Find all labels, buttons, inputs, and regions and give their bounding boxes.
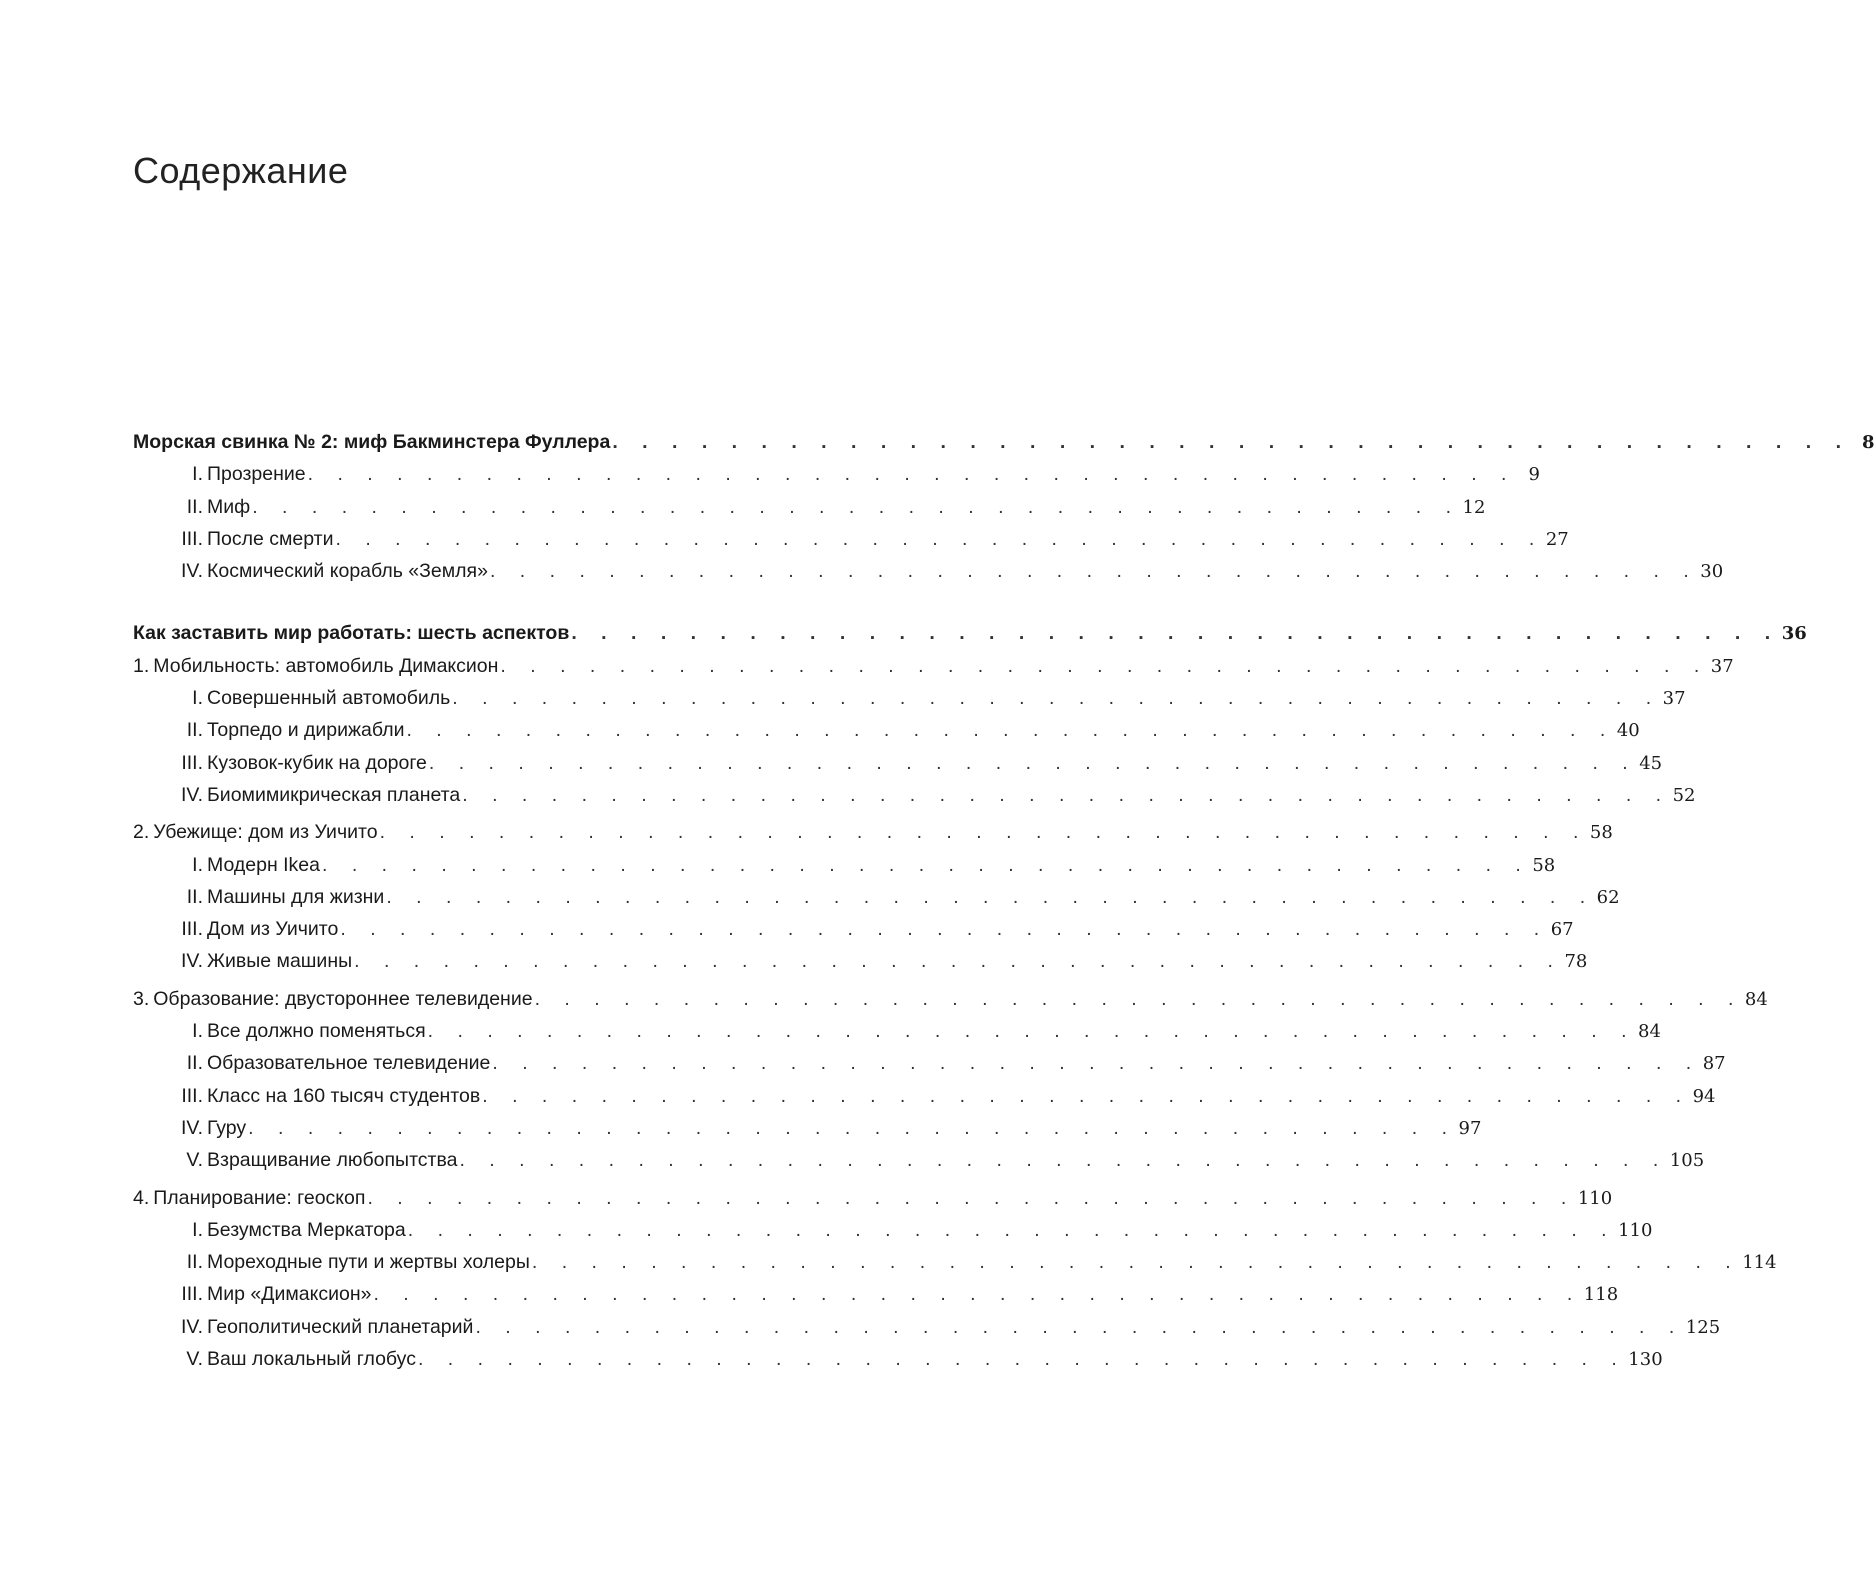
dot-leader: . . . . . . . . . . . . . . . . . . . . . . . . . . . . . . . . . . . . . . . . . bbox=[407, 1218, 1617, 1241]
toc-entry-title: Убежище: дом из Уичито bbox=[153, 821, 378, 844]
toc-entry-title: Живые машины bbox=[207, 950, 353, 973]
toc-entry-page: 84 bbox=[1744, 988, 1768, 1010]
toc-entry-page: 27 bbox=[1545, 528, 1569, 550]
toc-entry-title: Планирование: геоскоп bbox=[153, 1186, 366, 1209]
dot-leader: . . . . . . . . . . . . . . . . . . . . . . . . . . . . . . . . . . . . . . . . . bbox=[248, 1116, 1457, 1139]
toc-entry-page: 8 bbox=[1861, 432, 1874, 453]
dot-leader: . . . . . . . . . . . . . . . . . . . . . . . . . . . . . . . . . . . . . . . . . bbox=[340, 918, 1549, 941]
toc-section-entry[interactable] bbox=[133, 1311, 1721, 1343]
dot-leader: . . . . . . . . . . . . . . . . . . . . . . . . . . . . . . . . . . . . . . . . . bbox=[367, 1186, 1576, 1209]
toc-section-entry[interactable] bbox=[133, 849, 1556, 881]
toc-entry-title: Мир «Димаксион» bbox=[207, 1283, 372, 1306]
toc-part-entry[interactable] bbox=[133, 617, 1807, 649]
toc-entry-title: Взращивание любопытства bbox=[207, 1149, 458, 1172]
toc-entry-page: 97 bbox=[1458, 1117, 1482, 1139]
table-of-contents bbox=[133, 426, 1874, 1375]
toc-entry-number: IV. bbox=[180, 560, 203, 583]
toc-entry-number: I. bbox=[192, 463, 203, 486]
dot-leader: . . . . . . . . . . . . . . . . . . . . . . . . . . . . . . . . . . . . . . . . . bbox=[252, 495, 1461, 518]
dot-leader: . . . . . . . . . . . . . . . . . . . . . . . . . . . . . . . . . . . . . . . . . bbox=[531, 1251, 1741, 1274]
toc-section-entry[interactable] bbox=[133, 555, 1724, 587]
toc-section-entry[interactable] bbox=[133, 491, 1486, 523]
toc-entry-title: Гуру bbox=[207, 1116, 247, 1139]
toc-entry-number: IV. bbox=[180, 1315, 203, 1338]
toc-entry-page: 114 bbox=[1742, 1252, 1777, 1274]
toc-entry-title: Все должно поменяться bbox=[207, 1020, 426, 1043]
toc-chapter-entry[interactable] bbox=[133, 816, 1613, 848]
page-title: Содержание bbox=[133, 150, 349, 191]
toc-entry-page: 84 bbox=[1638, 1021, 1661, 1043]
toc-entry-number: V. bbox=[186, 1149, 203, 1172]
dot-leader: . . . . . . . . . . . . . . . . . . . . . . . . . . . . . . . . . . . . . . . . . bbox=[475, 1315, 1684, 1338]
toc-entry-number: III. bbox=[181, 1084, 203, 1107]
toc-section-entry[interactable] bbox=[133, 1343, 1663, 1375]
toc-entry-title: Совершенный автомобиль bbox=[207, 687, 451, 710]
toc-section-entry[interactable] bbox=[133, 682, 1686, 714]
toc-entry-number: III. bbox=[181, 527, 203, 550]
toc-entry-title: Класс на 160 тысяч студентов bbox=[207, 1084, 481, 1107]
dot-leader: . . . . . . . . . . . . . . . . . . . . . . . . . . . . . . . . . . . . . . . . . bbox=[406, 719, 1615, 742]
toc-entry-title: Морская свинка № 2: миф Бакминстера Фуллера bbox=[133, 431, 611, 453]
toc-section-entry[interactable] bbox=[133, 779, 1696, 811]
dot-leader: . . . . . . . . . . . . . . . . . . . . . . . . . . . . . . . . . . . . . . . . . bbox=[428, 751, 1638, 774]
dot-leader: . . . . . . . . . . . . . . . . . . . . . . . . . . . . . . . . . . . . . . . . . bbox=[373, 1283, 1582, 1306]
toc-chapter-entry[interactable] bbox=[133, 650, 1734, 682]
toc-entry-title: Биомимикрическая планета bbox=[207, 783, 461, 806]
toc-entry-title: После смерти bbox=[207, 527, 334, 550]
toc-section-entry[interactable] bbox=[133, 945, 1588, 977]
dot-leader: . . . . . . . . . . . . . . . . . . . . . . . . . . . . . . . . . . . . . . . . . bbox=[459, 1149, 1668, 1172]
toc-entry-number: II. bbox=[186, 495, 203, 518]
toc-entry-title: Образование: двустороннее телевидение bbox=[153, 987, 533, 1010]
toc-entry-number: IV. bbox=[180, 1116, 203, 1139]
dot-leader: . . . . . . . . . . . . . . . . . . . . . . . . . . . . . . . . . . . . . . . . . bbox=[335, 527, 1544, 550]
toc-entry-title: Мореходные пути и жертвы холеры bbox=[207, 1251, 530, 1274]
toc-entry-page: 30 bbox=[1700, 561, 1724, 583]
dot-leader: . . . . . . . . . . . . . . . . . . . . . . . . . . . . . . . . . . . . . . . . . bbox=[492, 1052, 1701, 1075]
toc-entry-number: 3. bbox=[133, 987, 150, 1010]
toc-entry-page: 67 bbox=[1550, 919, 1574, 941]
toc-entry-number: I. bbox=[192, 1218, 203, 1241]
toc-entry-number: III. bbox=[181, 1283, 203, 1306]
toc-part-entry[interactable] bbox=[133, 426, 1874, 458]
toc-section-entry[interactable] bbox=[133, 1144, 1705, 1176]
toc-entry-number: 4. bbox=[133, 1186, 150, 1209]
toc-chapter-entry[interactable] bbox=[133, 1182, 1613, 1214]
toc-entry-page: 58 bbox=[1532, 854, 1556, 876]
dot-leader: . . . . . . . . . . . . . . . . . . . . . . . . . . . . . . . . . . . . . . . . . bbox=[571, 622, 1780, 645]
toc-entry-title: Кузовок-кубик на дороге bbox=[207, 751, 427, 774]
toc-chapter-entry[interactable] bbox=[133, 983, 1768, 1015]
toc-entry-number: II. bbox=[186, 1251, 203, 1274]
toc-entry-title: Дом из Уичито bbox=[207, 918, 339, 941]
toc-entry-title: Геополитический планетарий bbox=[207, 1315, 474, 1338]
toc-section-entry[interactable] bbox=[133, 881, 1620, 913]
toc-entry-title: Мобильность: автомобиль Димаксион bbox=[153, 654, 499, 677]
toc-section-entry[interactable] bbox=[133, 1047, 1726, 1079]
toc-entry-number: 2. bbox=[133, 821, 150, 844]
toc-entry-number: IV. bbox=[180, 950, 203, 973]
toc-section-entry[interactable] bbox=[133, 1080, 1716, 1112]
toc-entry-page: 125 bbox=[1685, 1316, 1721, 1338]
toc-entry-page: 110 bbox=[1577, 1187, 1613, 1209]
toc-entry-number: I. bbox=[192, 1020, 203, 1043]
toc-entry-number: IV. bbox=[180, 783, 203, 806]
toc-section-entry[interactable] bbox=[133, 1246, 1777, 1278]
dot-leader: . . . . . . . . . . . . . . . . . . . . . . . . . . . . . . . . . . . . . . . . . bbox=[489, 560, 1699, 583]
dot-leader: . . . . . . . . . . . . . . . . . . . . . . . . . . . . . . . . . . . . . . . . . bbox=[307, 463, 1516, 486]
toc-entry-page: 12 bbox=[1462, 496, 1486, 518]
dot-leader: . . . . . . . . . . . . . . . . . . . . . . . . . . . . . . . . . . . . . . . . . bbox=[386, 885, 1595, 908]
toc-entry-title: Космический корабль «Земля» bbox=[207, 560, 488, 583]
toc-entry-page: 87 bbox=[1702, 1053, 1726, 1075]
toc-entry-page: 58 bbox=[1589, 822, 1613, 844]
toc-entry-title: Ваш локальный глобус bbox=[207, 1348, 416, 1371]
toc-entry-page: 110 bbox=[1618, 1219, 1653, 1241]
toc-entry-number: III. bbox=[181, 751, 203, 774]
toc-section-entry[interactable] bbox=[133, 714, 1640, 746]
toc-section-entry[interactable] bbox=[133, 913, 1574, 945]
toc-entry-page: 78 bbox=[1564, 951, 1588, 973]
toc-entry-page: 37 bbox=[1710, 655, 1734, 677]
toc-section-entry[interactable] bbox=[133, 1112, 1482, 1144]
toc-entry-page: 40 bbox=[1616, 720, 1640, 742]
toc-entry-number: 1. bbox=[133, 654, 150, 677]
dot-leader: . . . . . . . . . . . . . . . . . . . . . . . . . . . . . . . . . . . . . . . . . bbox=[379, 821, 1588, 844]
toc-entry-title: Миф bbox=[207, 495, 251, 518]
dot-leader: . . . . . . . . . . . . . . . . . . . . . . . . . . . . . . . . . . . . . . . . . bbox=[427, 1020, 1636, 1043]
toc-entry-page: 105 bbox=[1669, 1150, 1705, 1172]
toc-entry-page: 37 bbox=[1662, 688, 1686, 710]
toc-entry-page: 52 bbox=[1672, 784, 1696, 806]
toc-entry-title: Прозрение bbox=[207, 463, 306, 486]
toc-entry-page: 45 bbox=[1639, 752, 1663, 774]
dot-leader: . . . . . . . . . . . . . . . . . . . . . . . . . . . . . . . . . . . . . . . . . . bbox=[612, 431, 1851, 453]
toc-entry-title: Безумства Меркатора bbox=[207, 1218, 406, 1241]
toc-entry-page: 118 bbox=[1583, 1284, 1619, 1306]
toc-entry-number: I. bbox=[192, 853, 203, 876]
toc-entry-page: 36 bbox=[1781, 623, 1807, 645]
toc-entry-number: III. bbox=[181, 918, 203, 941]
toc-entry-number: II. bbox=[186, 885, 203, 908]
toc-section-entry[interactable] bbox=[133, 1214, 1653, 1246]
toc-section-entry[interactable] bbox=[133, 747, 1663, 779]
toc-entry-title: Машины для жизни bbox=[207, 885, 385, 908]
dot-leader: . . . . . . . . . . . . . . . . . . . . . . . . . . . . . . . . . . . . . . . . . bbox=[482, 1084, 1691, 1107]
toc-entry-number: V. bbox=[186, 1348, 203, 1371]
toc-entry-number: I. bbox=[192, 687, 203, 710]
toc-entry-page: 62 bbox=[1596, 886, 1620, 908]
toc-entry-page: 9 bbox=[1528, 464, 1540, 486]
toc-entry-page: 94 bbox=[1692, 1085, 1716, 1107]
dot-leader: . . . . . . . . . . . . . . . . . . . . . . . . . . . . . . . . . . . . . . . . . bbox=[417, 1348, 1627, 1371]
dot-leader: . . . . . . . . . . . . . . . . . . . . . . . . . . . . . . . . . . . . . . . . . bbox=[452, 687, 1661, 710]
toc-entry-title: Модерн Ikea bbox=[207, 853, 320, 876]
dot-leader: . . . . . . . . . . . . . . . . . . . . . . . . . . . . . . . . . . . . . . . . . bbox=[462, 783, 1671, 806]
dot-leader: . . . . . . . . . . . . . . . . . . . . . . . . . . . . . . . . . . . . . . . . . bbox=[354, 950, 1563, 973]
toc-entry-page: 130 bbox=[1628, 1349, 1663, 1371]
toc-section-entry[interactable] bbox=[133, 523, 1569, 555]
toc-section-entry[interactable] bbox=[133, 458, 1540, 490]
dot-leader: . . . . . . . . . . . . . . . . . . . . . . . . . . . . . . . . . . . . . . . . . bbox=[534, 987, 1743, 1010]
toc-entry-number: II. bbox=[186, 719, 203, 742]
toc-entry-title: Торпедо и дирижабли bbox=[207, 719, 405, 742]
toc-entry-title: Образовательное телевидение bbox=[207, 1052, 491, 1075]
toc-section-entry[interactable] bbox=[133, 1278, 1619, 1310]
toc-entry-number: II. bbox=[186, 1052, 203, 1075]
dot-leader: . . . . . . . . . . . . . . . . . . . . . . . . . . . . . . . . . . . . . . . . . bbox=[322, 853, 1531, 876]
dot-leader: . . . . . . . . . . . . . . . . . . . . . . . . . . . . . . . . . . . . . . . . . bbox=[500, 654, 1709, 677]
toc-entry-title: Как заставить мир работать: шесть аспектов bbox=[133, 622, 570, 645]
toc-section-entry[interactable] bbox=[133, 1015, 1661, 1047]
